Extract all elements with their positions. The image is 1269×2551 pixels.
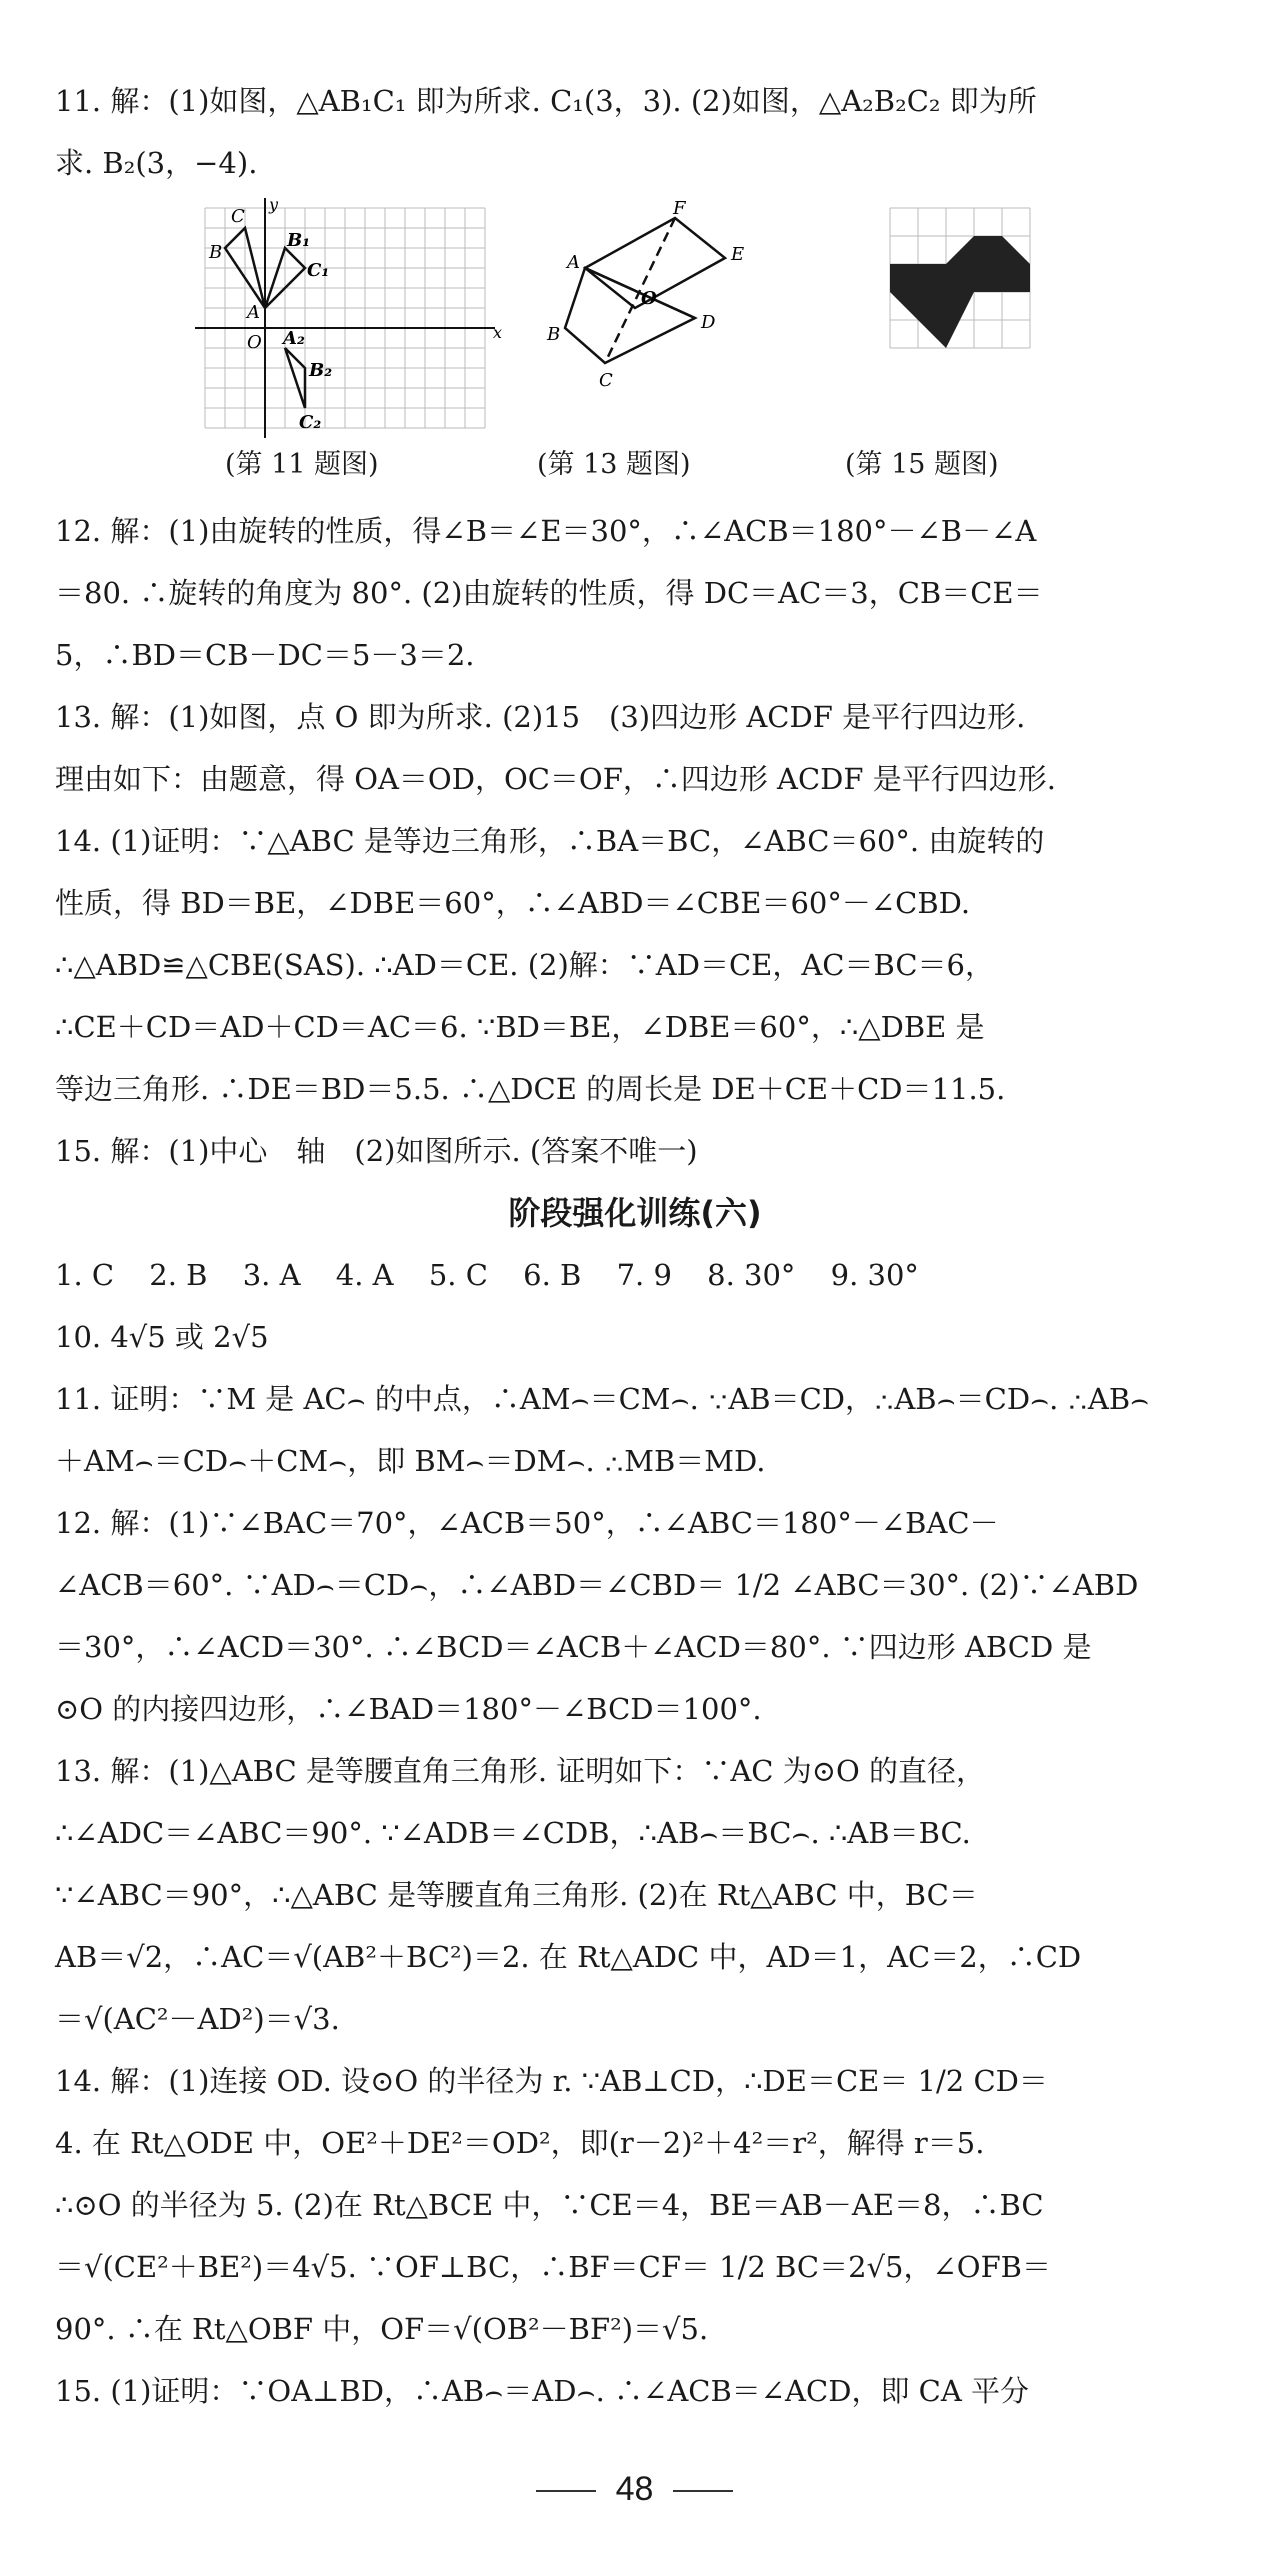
answer-12-line-2: ∠ACB＝60°. ∵AD⌢＝CD⌢，∴∠ABD＝∠CBD＝ 1/2 ∠ABC＝30°. (2)∵∠ABD	[55, 1568, 1139, 1602]
answer-14-line-2: 4. 在 Rt△ODE 中，OE²＋DE²＝OD²，即(r－2)²＋4²＝r²，解得 r＝5.	[55, 2126, 985, 2160]
label-c1: C₁	[307, 260, 330, 281]
caption-fig-15: (第 15 题图)	[845, 449, 999, 480]
label-f: F	[673, 198, 686, 219]
page-number-dash-right	[673, 2490, 733, 2492]
answer-13-line-2: ∴∠ADC＝∠ABC＝90°. ∵∠ADB＝∠CDB，∴AB⌢＝BC⌢. ∴AB＝BC.	[55, 1816, 971, 1850]
q11-line-1: 11. 解：(1)如图，△AB₁C₁ 即为所求. C₁(3，3). (2)如图，△A₂B₂C₂ 即为所	[55, 84, 1037, 118]
answer-10: 10. 4√5 或 2√5	[55, 1320, 269, 1354]
q12-line-3: 5，∴BD＝CB－DC＝5－3＝2.	[55, 638, 475, 672]
answer-7: 7. 9	[616, 1258, 672, 1292]
page-number-text: 48	[615, 2470, 654, 2508]
q13-line-1: 13. 解：(1)如图，点 O 即为所求. (2)15 (3)四边形 ACDF 是平行四边形.	[55, 700, 1026, 734]
label-c: C	[231, 206, 245, 227]
q15-line-1: 15. 解：(1)中心 轴 (2)如图所示. (答案不唯一)	[55, 1134, 698, 1168]
label-e: E	[731, 244, 745, 265]
answer-12-line-3: ＝30°，∴∠ACD＝30°. ∴∠BCD＝∠ACB＋∠ACD＝80°. ∵四边形 ABCD 是	[55, 1630, 1092, 1664]
answer-3: 3. A	[242, 1258, 301, 1292]
segment-ad	[585, 268, 695, 318]
answer-11-line-1: 11. 证明：∵M 是 AC⌢ 的中点，∴AM⌢＝CM⌢. ∵AB＝CD，∴AB⌢＝CD⌢. ∴AB⌢	[55, 1382, 1150, 1416]
label-a2: A₂	[283, 328, 305, 349]
figure-15-shape	[880, 198, 1040, 358]
label-a: A	[567, 252, 580, 273]
q14-line-5: 等边三角形. ∴DE＝BD＝5.5. ∴△DCE 的周长是 DE＋CE＋CD＝11.5.	[55, 1072, 1006, 1106]
label-x: x	[493, 323, 503, 342]
answer-13-line-4: AB＝√2，∴AC＝√(AB²＋BC²)＝2. 在 Rt△ADC 中，AD＝1，AC＝2，∴CD	[55, 1940, 1082, 1974]
choice-answers	[55, 1244, 1215, 1306]
answer-15-line-1: 15. (1)证明：∵OA⊥BD，∴AB⌢＝AD⌢. ∴∠ACB＝∠ACD，即 CA 平分	[55, 2374, 1030, 2408]
quad-abcd	[565, 268, 695, 363]
label-b: B	[547, 324, 561, 345]
label-b1: B₁	[287, 230, 311, 251]
answer-11-line-2: ＋AM⌢＝CD⌢＋CM⌢，即 BM⌢＝DM⌢. ∴MB＝MD.	[55, 1444, 766, 1478]
label-d: D	[701, 312, 716, 333]
answer-5: 5. C	[428, 1258, 488, 1292]
answer-14-line-3: ∴⊙O 的半径为 5. (2)在 Rt△BCE 中，∵CE＝4，BE＝AB－AE＝8，∴BC	[55, 2188, 1044, 2222]
label-c: C	[599, 370, 613, 391]
label-y: y	[269, 198, 279, 214]
page-number	[0, 2470, 1269, 2509]
figure-row	[55, 198, 1215, 498]
answer-14-line-1: 14. 解：(1)连接 OD. 设⊙O 的半径为 r. ∵AB⊥CD，∴DE＝CE＝ 1/2 CD＝	[55, 2064, 1048, 2098]
q14-line-4: ∴CE＋CD＝AD＋CD＝AC＝6. ∵BD＝BE，∠DBE＝60°，∴△DBE 是	[55, 1010, 985, 1044]
answer-14-line-4: ＝√(CE²＋BE²)＝4√5. ∵OF⊥BC，∴BF＝CF＝ 1/2 BC＝2√5，∠OFB＝	[55, 2250, 1051, 2284]
label-b: B	[209, 242, 223, 263]
answer-9: 9. 30°	[830, 1258, 919, 1292]
caption-fig-13: (第 13 题图)	[537, 449, 691, 480]
answer-12-line-1: 12. 解：(1)∵∠BAC＝70°，∠ACB＝50°，∴∠ABC＝180°－∠BAC－	[55, 1506, 999, 1540]
q12-line-2: ＝80. ∴旋转的角度为 80°. (2)由旋转的性质，得 DC＝AC＝3，CB＝CE＝	[55, 576, 1043, 610]
answer-6: 6. B	[523, 1258, 582, 1292]
label-o: O	[247, 332, 262, 353]
answer-1: 1. C	[55, 1258, 115, 1292]
q14-line-3: ∴△ABD≌△CBE(SAS). ∴AD＝CE. (2)解：∵AD＝CE，AC＝BC＝6，	[55, 948, 994, 982]
answer-13-line-1: 13. 解：(1)△ABC 是等腰直角三角形. 证明如下：∵AC 为⊙O 的直径，	[55, 1754, 985, 1788]
triangle-a2b2c2	[285, 348, 305, 408]
lightning-shape	[890, 236, 1030, 348]
q14-line-1: 14. (1)证明：∵△ABC 是等边三角形，∴BA＝BC，∠ABC＝60°. 由旋转的	[55, 824, 1045, 858]
q11-line-2: 求. B₂(3，−4).	[55, 146, 258, 180]
answer-13-line-5: ＝√(AC²－AD²)＝√3.	[55, 2002, 340, 2036]
q14-line-2: 性质，得 BD＝BE，∠DBE＝60°，∴∠ABD＝∠CBE＝60°－∠CBD.	[55, 886, 971, 920]
section-title: 阶段强化训练(六)	[508, 1194, 762, 1232]
answer-14-line-5: 90°. ∴在 Rt△OBF 中，OF＝√(OB²－BF²)＝√5.	[55, 2312, 709, 2346]
figure-11-grid	[195, 198, 515, 438]
figure-13-parallelogram	[525, 198, 785, 438]
answer-page	[55, 70, 1215, 2422]
answer-4: 4. A	[335, 1258, 394, 1292]
label-c2: C₂	[299, 412, 322, 433]
caption-fig-11: (第 11 题图)	[225, 449, 379, 480]
answer-12-line-4: ⊙O 的内接四边形，∴∠BAD＝180°－∠BCD＝100°.	[55, 1692, 762, 1726]
answer-13-line-3: ∵∠ABC＝90°，∴△ABC 是等腰直角三角形. (2)在 Rt△ABC 中，BC＝	[55, 1878, 978, 1912]
q13-line-2: 理由如下：由题意，得 OA＝OD，OC＝OF，∴四边形 ACDF 是平行四边形.	[55, 762, 1056, 796]
answer-8: 8. 30°	[707, 1258, 796, 1292]
answer-2: 2. B	[149, 1258, 208, 1292]
label-b2: B₂	[309, 360, 333, 381]
label-o: O	[641, 288, 657, 309]
q12-line-1: 12. 解：(1)由旋转的性质，得∠B＝∠E＝30°，∴∠ACB＝180°－∠B－∠A	[55, 514, 1037, 548]
label-a: A	[247, 302, 260, 323]
page-number-dash-left	[536, 2490, 596, 2492]
